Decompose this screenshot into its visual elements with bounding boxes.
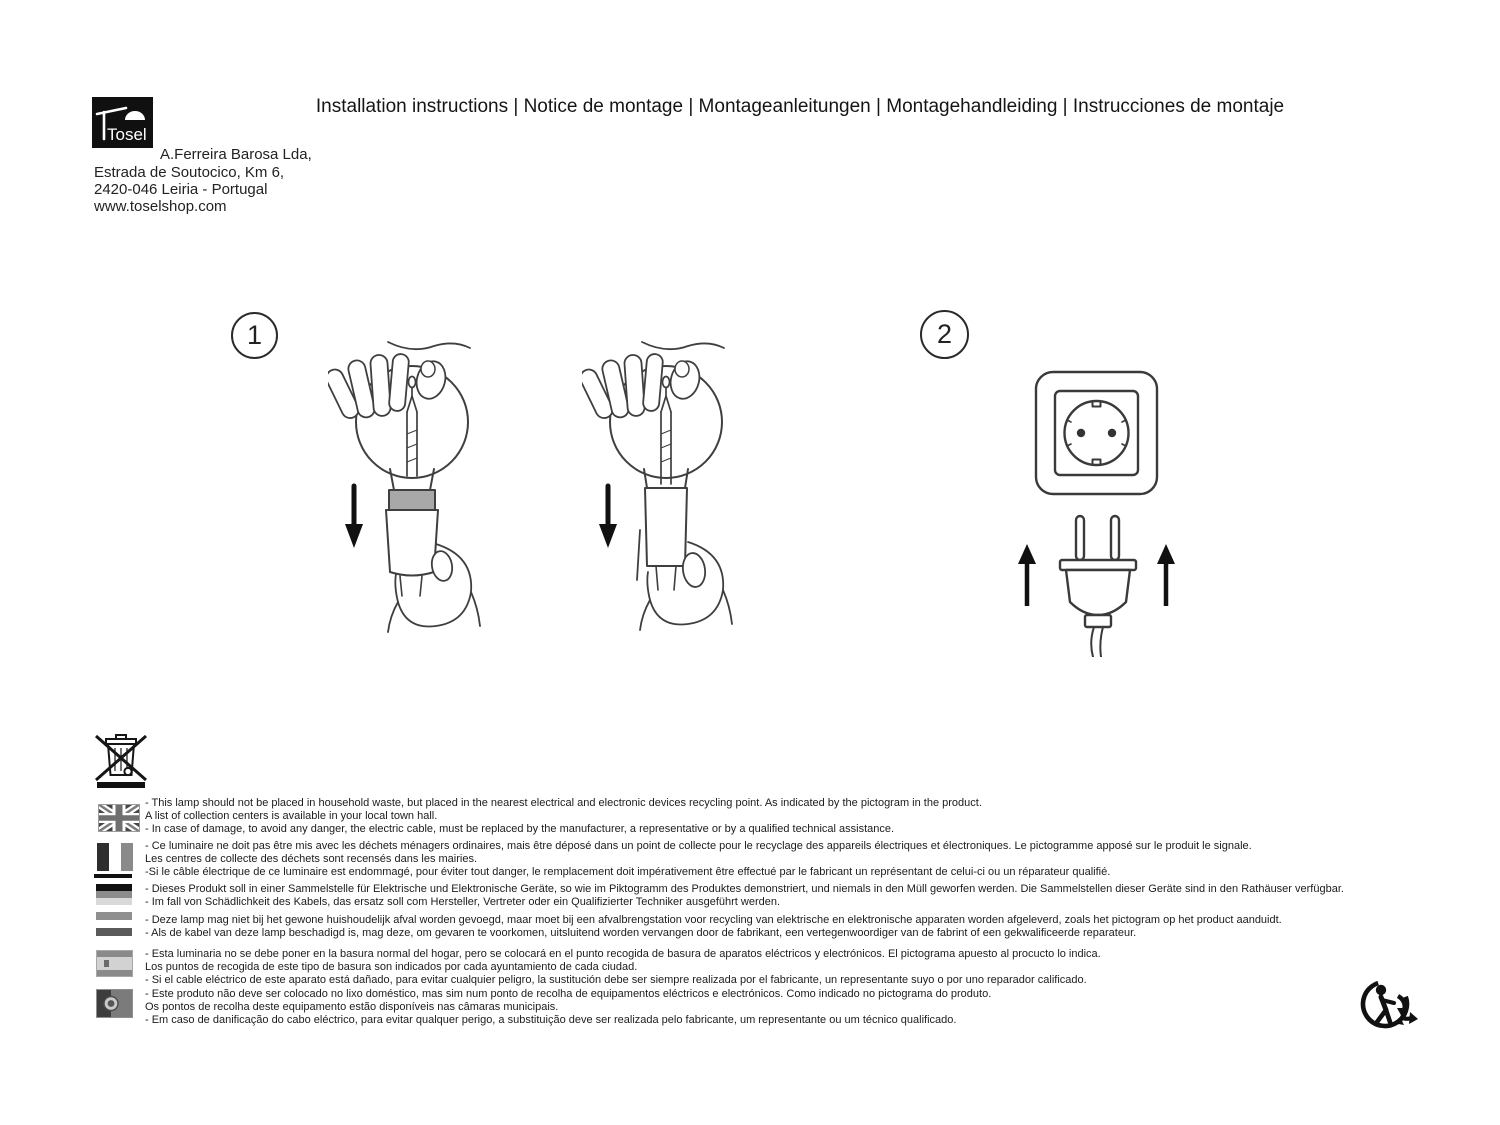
step-1-badge	[231, 312, 278, 359]
pt-flag-icon	[96, 989, 133, 1018]
notice-line: Les centres de collecte des déchets sont recensés dans les mairies.	[145, 853, 478, 865]
notice-line: - Dieses Produkt soll in einer Sammelstelle für Elektrische und Elektronische Geräte, so wie im Piktogramm des Produktes demonstriert, und niemals in den Müll geworfen werden. Die Sammelstellen dieser Geräte sind in den Rathäuser verfügbar.	[145, 883, 1344, 895]
notice-line: - Esta luminaria no se debe poner en la basura normal del hogar, pero se colocará en el punto recogida de basura de aparatos eléctricos y electrónicos. El pictograma apuesto al procucto lo indica.	[145, 948, 1101, 960]
notice-line: - Im fall von Schädlichkeit des Kabels, das ersatz soll com Hersteller, Vertreter oder ein Qualifizierter Techniker ausgeführt werden.	[145, 896, 781, 908]
notice-line: - Ce luminaire ne doit pas être mis avec les déchets ménagers ordinaires, mais être déposé dans un point de collecte pour le recyclage des appareils électriques et électroniques. Le pictogramme apposé sur le produit le signale.	[145, 840, 1252, 852]
power-plug-illustration	[1038, 512, 1158, 657]
bulb-insertion-illustration-b	[582, 338, 767, 633]
notice-line: - Als de kabel van deze lamp beschadigd is, mag deze, om gevaren te voorkomen, uitsluitend worden vervangen door de fabrikant, een vertegenwoordiger van de fabrint of een gekwalificeerde reparateur.	[145, 927, 1137, 939]
page-title: Installation instructions | Notice de montage | Montageanleitungen | Montagehandleiding | Instrucciones de montaje	[315, 96, 1285, 117]
tosel-logo	[92, 97, 153, 148]
notice-line: - This lamp should not be placed in household waste, but placed in the nearest electrical and electronic devices recycling point. As indicated by the pictogram in the product.	[145, 797, 982, 809]
svg-text:Tosel: Tosel	[107, 125, 147, 144]
notice-line: - Este produto não deve ser colocado no lixo doméstico, mas sim num ponto de recolha de equipamentos eléctricos e electrónicos. Como indicado no pictograma do produto.	[145, 988, 992, 1000]
company-city: 2420-046 Leiria - Portugal	[94, 181, 268, 198]
step-2-number: 2	[936, 319, 953, 349]
down-arrow-icon	[599, 486, 617, 548]
notice-line: Os pontos de recolha deste equipamento estão disponíveis nas câmaras municipais.	[145, 1001, 559, 1013]
notice-line: - Si el cable eléctrico de este aparato está dañado, para evitar cualquier peligro, la sustitución debe ser siempre realizada por el fabricante, un representante suyo o por uno reparador calificado.	[145, 974, 1087, 986]
nl-flag-icon	[96, 912, 132, 936]
notice-line: A list of collection centers is available in your local town hall.	[145, 810, 438, 822]
bulb-insertion-illustration-a	[328, 338, 513, 633]
notice-line: - In case of damage, to avoid any danger, the electric cable, must be replaced by the manufacturer, a representative or by a qualified technical assistance.	[145, 823, 895, 835]
company-name: A.Ferreira Barosa Lda,	[160, 146, 312, 163]
weee-crossed-out-bin-icon	[95, 730, 147, 788]
wall-socket-illustration	[1033, 369, 1160, 499]
up-arrow-icon	[1016, 544, 1038, 606]
es-flag-icon	[96, 950, 133, 977]
notice-line: -Si le câble électrique de ce luminaire est endommagé, pour éviter tout danger, le remplacement doit impérativement être effectué par le fabricant un représentant de celui-ci ou un réparateur qualifié.	[145, 866, 1111, 878]
uk-flag-icon	[98, 804, 140, 832]
step-2-badge	[920, 310, 969, 359]
triman-recycling-icon	[1360, 974, 1418, 1034]
up-arrow-icon	[1155, 544, 1177, 606]
fr-flag-underline	[94, 874, 132, 878]
notice-line: - Em caso de danificação do cabo eléctrico, para evitar qualquer perigo, a substituição deve ser realizada pelo fabricante, um representante ou um técnico qualificado.	[145, 1014, 957, 1026]
step-1-number: 1	[246, 320, 263, 350]
company-website: www.toselshop.com	[94, 198, 227, 215]
de-flag-icon	[96, 884, 132, 905]
notice-line: - Deze lamp mag niet bij het gewone huishoudelijk afval worden gevoegd, maar moet bij een afvalbrengstation voor recycling van elektrische en elektronische apparaten worden afgeleverd, zoals het pictogram op het product aanduidt.	[145, 914, 1282, 926]
fr-flag-icon	[97, 843, 133, 871]
company-street: Estrada de Soutocico, Km 6,	[94, 164, 285, 181]
tosel-logo-icon	[92, 97, 153, 148]
down-arrow-icon	[345, 486, 363, 548]
notice-line: Los puntos de recogida de este tipo de basura son indicados por cada ayuntamiento de cada ciudad.	[145, 961, 638, 973]
